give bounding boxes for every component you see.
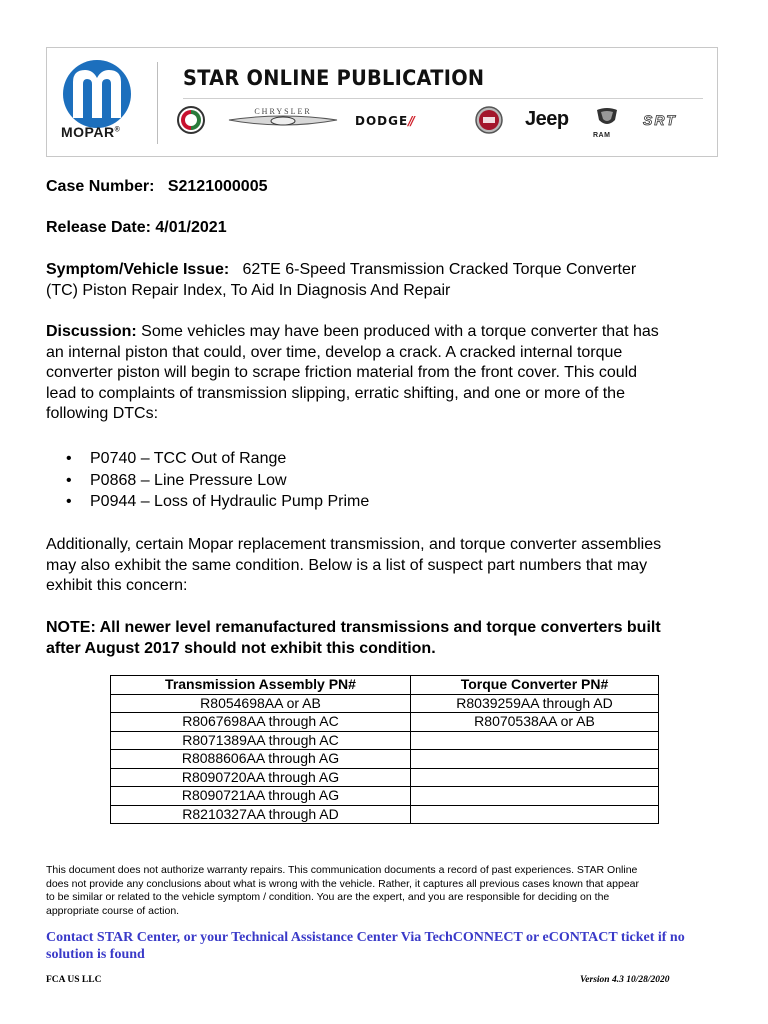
list-item: • P0944 – Loss of Hydraulic Pump Prime — [66, 491, 369, 513]
case-number-value: S2121000005 — [167, 178, 268, 195]
table-cell — [411, 750, 659, 769]
alfa-romeo-logo-icon — [177, 106, 205, 134]
publication-header — [46, 47, 718, 157]
case-number-label: Case Number: — [46, 178, 155, 195]
publication-title: STAR ONLINE PUBLICATION — [183, 66, 485, 90]
table-cell: R8070538AA or AB — [411, 713, 659, 732]
table-row — [111, 768, 659, 787]
additional-line-2: may also exhibit the same condition. Below is a list of suspect part numbers that may — [46, 556, 648, 574]
table-cell — [411, 805, 659, 824]
table-row — [111, 731, 659, 750]
table-cell: R8090720AA through AG — [111, 768, 411, 787]
discussion-line-2: an internal piston that could, over time, develop a crack. A cracked internal torque — [46, 343, 623, 361]
ram-logo-icon — [595, 106, 619, 130]
table-cell: R8090721AA through AG — [111, 787, 411, 806]
table-cell: R8039259AA through AD — [411, 694, 659, 713]
table-cell — [411, 731, 659, 750]
chrysler-wordmark: CHRYSLER — [254, 107, 312, 116]
release-date-value: 4/01/2021 — [155, 219, 227, 236]
case-number — [46, 177, 267, 198]
note-line-1: NOTE: All newer level remanufactured transmissions and torque converters built — [46, 619, 661, 636]
dodge-logo-icon: DODGE// — [355, 114, 413, 128]
table-row — [111, 805, 659, 824]
table-cell: R8088606AA through AG — [111, 750, 411, 769]
discussion-line-3: converter piston will begin to scrape friction material from the front cover. This could — [46, 364, 638, 381]
table-cell: R8210327AA through AD — [111, 805, 411, 824]
symptom-label: Symptom/Vehicle Issue: — [46, 261, 230, 278]
discussion-line-1: Some vehicles may have been produced with a torque converter that has — [141, 323, 659, 340]
part-number-table — [110, 675, 659, 824]
contact-line-1: Contact STAR Center, or your Technical Assistance Center Via TechCONNECT or eCONTACT ticket if no — [46, 930, 685, 945]
table-header-row — [111, 676, 659, 695]
disclaimer-line-1: This document does not authorize warranty repairs. This communication documents a record of past experiences. STAR Online — [46, 864, 638, 876]
table-row — [111, 750, 659, 769]
transmission-pn-header: Transmission Assembly PN# — [111, 676, 411, 695]
symptom-line-1: 62TE 6-Speed Transmission Cracked Torque Converter — [242, 261, 637, 278]
disclaimer-line-4: appropriate course of action. — [46, 904, 180, 917]
chrysler-logo-icon — [227, 106, 339, 132]
list-item: • P0740 – TCC Out of Range — [66, 448, 369, 470]
jeep-logo-icon: Jeep — [525, 108, 569, 130]
release-date-label: Release Date: — [46, 219, 151, 236]
title-rule — [183, 98, 703, 99]
footer-version: Version 4.3 10/28/2020 — [580, 975, 670, 985]
discussion-line-5: following DTCs: — [46, 405, 159, 422]
torque-converter-pn-header: Torque Converter PN# — [411, 676, 659, 695]
mopar-wordmark: MOPAR® — [61, 124, 121, 140]
symptom-line-2: (TC) Piston Repair Index, To Aid In Diagnosis And Repair — [46, 281, 451, 299]
footer-company: FCA US LLC — [46, 975, 102, 985]
contact-notice — [46, 929, 726, 963]
note-line-2: after August 2017 should not exhibit this condition. — [46, 639, 436, 657]
discussion-label: Discussion: — [46, 323, 137, 340]
table-cell — [411, 787, 659, 806]
list-item: • P0868 – Line Pressure Low — [66, 470, 369, 492]
additional-section — [46, 535, 746, 597]
contact-line-2: solution is found — [46, 947, 145, 962]
table-cell: R8067698AA through AC — [111, 713, 411, 732]
additional-line-3: exhibit this concern: — [46, 577, 188, 594]
disclaimer — [46, 864, 706, 918]
symptom-section — [46, 260, 636, 301]
header-divider — [157, 62, 158, 144]
table-cell: R8054698AA or AB — [111, 694, 411, 713]
fiat-logo-icon — [475, 106, 503, 134]
srt-logo-icon: SRT — [643, 112, 677, 128]
ram-wordmark: RAM — [593, 132, 611, 139]
table-cell: R8071389AA through AC — [111, 731, 411, 750]
dtc-list — [66, 448, 369, 513]
discussion-line-4: lead to complaints of transmission slipping, erratic shifting, and one or more of the — [46, 384, 625, 402]
additional-line-1: Additionally, certain Mopar replacement transmission, and torque converter assemblies — [46, 536, 662, 553]
table-cell — [411, 768, 659, 787]
note-section — [46, 618, 746, 659]
table-row — [111, 787, 659, 806]
discussion-section — [46, 322, 746, 425]
disclaimer-line-2: does not provide any conclusions about what is wrong with the vehicle. Rather, it captures all previous cases known that appear — [46, 877, 640, 890]
release-date — [46, 218, 227, 239]
table-row — [111, 694, 659, 713]
disclaimer-line-3: to be similar or related to the vehicle symptom / condition. You are the expert, and you are responsible for deciding on the — [46, 891, 610, 903]
table-row — [111, 713, 659, 732]
